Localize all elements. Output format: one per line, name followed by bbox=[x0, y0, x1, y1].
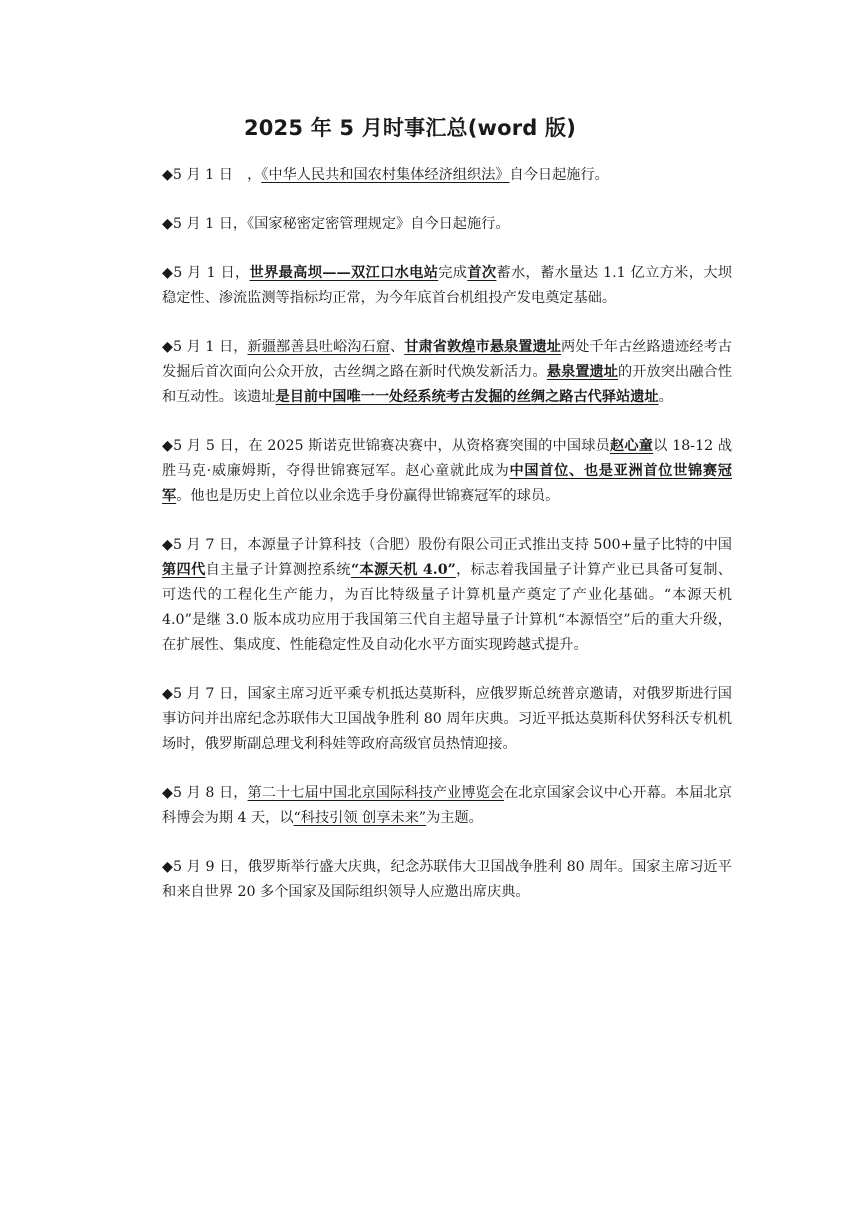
body-text: 5 月 1 日， bbox=[172, 339, 248, 355]
bullet-diamond-icon: ◆ bbox=[162, 339, 173, 355]
emphasized-text: 首次 bbox=[467, 265, 497, 281]
body-text: 为主题。 bbox=[426, 810, 483, 826]
body-text: 5 月 5 日，在 2025 斯诺克世锦赛决赛中，从资格赛突围的中国球员 bbox=[173, 438, 611, 454]
underlined-text: 《中华人民共和国农村集体经济组织法》 bbox=[261, 167, 510, 183]
body-text: 以 18-12 战胜马克·威廉姆斯，夺得世锦赛冠军。赵心童就此成为 bbox=[162, 438, 733, 479]
body-text: 自主量子计算测控系统 bbox=[205, 562, 351, 578]
body-text: 5 月 1 日， bbox=[173, 265, 250, 281]
emphasized-text: 赵心童 bbox=[610, 438, 654, 454]
news-item bbox=[162, 163, 732, 188]
body-text: 5 月 7 日，国家主席习近平乘专机抵达莫斯科，应俄罗斯总统普京邀请，对俄罗斯进行国事访问并出席纪念苏联伟大卫国战争胜利 80 周年庆典。习近平抵达莫斯科伏努科沃专机机场时，俄罗斯副总理戈利科娃等政府高级官员热情迎接。 bbox=[162, 686, 732, 752]
bullet-diamond-icon: ◆ bbox=[162, 438, 174, 454]
bullet-diamond-icon: ◆ bbox=[162, 686, 173, 702]
body-text: 5 月 7 日，本源量子计算科技（合肥）股份有限公司正式推出支持 500+量子比特的中国 bbox=[172, 537, 732, 553]
news-item bbox=[162, 212, 732, 237]
bullet-diamond-icon: ◆ bbox=[162, 167, 173, 183]
body-text: 5 月 9 日，俄罗斯举行盛大庆典，纪念苏联伟大卫国战争胜利 80 周年。国家主席习近平和来自世界 20 多个国家及国际组织领导人应邀出席庆典。 bbox=[162, 859, 732, 900]
news-item bbox=[162, 434, 732, 509]
news-item bbox=[162, 781, 732, 831]
emphasized-text: “本源天机 4.0” bbox=[350, 562, 456, 578]
body-text: 自今日起施行。 bbox=[509, 167, 609, 183]
emphasized-text: 是目前中国唯一一处经系统考古发掘的丝绸之路古代驿站遗址 bbox=[275, 389, 659, 405]
bullet-diamond-icon: ◆ bbox=[162, 785, 173, 801]
body-text: 在北京国家会议中心开幕。本届北京科博会为期 4 天，以 bbox=[162, 785, 732, 826]
body-text: 。他也是历史上首位以业余选手身份赢得世锦赛冠军的球员。 bbox=[176, 488, 560, 504]
body-text: 。 bbox=[658, 389, 673, 405]
body-text: 蓄水，蓄水量达 1.1 亿立方米，大坝稳定性、渗流监测等指标均正常，为今年底首台机组投产发电奠定基础。 bbox=[162, 265, 732, 306]
body-text: 5 月 1 日，《国家秘密定密管理规定》自今日起施行。 bbox=[172, 216, 510, 232]
bullet-diamond-icon: ◆ bbox=[162, 216, 173, 232]
underlined-text: 第二十七届中国北京国际科技产业博览会 bbox=[247, 785, 505, 801]
news-item bbox=[162, 682, 732, 757]
body-text: ，标志着我国量子计算产业已具备可复制、可迭代的工程化生产能力，为百比特级量子计算机量产奠定了产业化基础。“本源天机 4.0”是继 3.0 版本成功应用于我国第三代自主超导量子计算机“本源悟空”后的重大升级，在扩展性、集成度、性能稳定性及自动化水平方面实现跨越式提升。 bbox=[162, 562, 732, 653]
body-text: 5 月 8 日， bbox=[172, 785, 248, 801]
news-item bbox=[162, 261, 732, 311]
body-text: 5 月 1 日 ， bbox=[172, 167, 262, 183]
body-text: 完成 bbox=[438, 265, 468, 281]
bullet-diamond-icon: ◆ bbox=[162, 265, 174, 281]
document-title: 2025 年 5 月时事汇总(word 版) bbox=[243, 116, 577, 140]
emphasized-text: 世界最高坝——双江口水电站 bbox=[249, 265, 439, 281]
emphasized-text: 甘肃省敦煌市悬泉置遗址 bbox=[404, 339, 562, 355]
emphasized-text: 第四代 bbox=[162, 562, 206, 578]
news-item bbox=[162, 855, 732, 905]
bullet-diamond-icon: ◆ bbox=[162, 859, 174, 875]
news-item bbox=[162, 335, 732, 410]
body-text: 两处千年古丝路遗迹经考古发掘后首次面向公众开放，古丝绸之路在新时代焕发新活力。 bbox=[162, 339, 732, 380]
bullet-diamond-icon: ◆ bbox=[162, 537, 173, 553]
emphasized-text: 中国首位、也是亚洲首位世锦赛冠军 bbox=[162, 463, 732, 504]
underlined-text: 新疆鄯善县吐峪沟石窟 bbox=[247, 339, 391, 355]
underlined-text: “科技引领 创享未来” bbox=[293, 810, 427, 826]
news-item bbox=[162, 533, 732, 658]
body-text: 的开放突出融合性和互动性。该遗址 bbox=[162, 364, 732, 405]
emphasized-text: 悬泉置遗址 bbox=[546, 364, 619, 380]
body-text: 、 bbox=[390, 339, 405, 355]
document-body bbox=[162, 163, 732, 929]
